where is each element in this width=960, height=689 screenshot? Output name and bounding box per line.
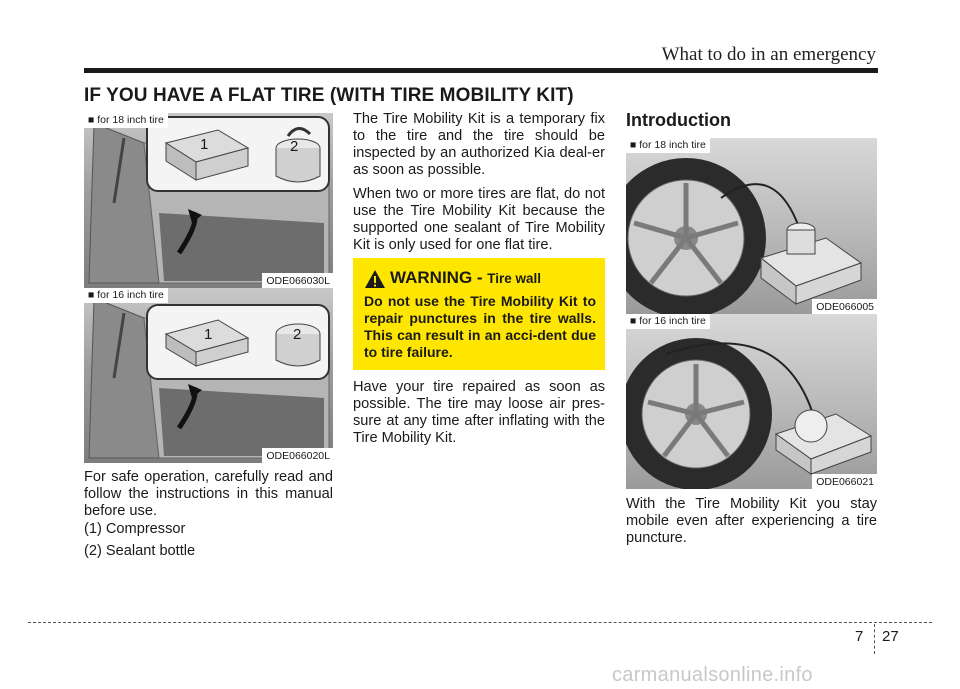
warning-label: WARNING - [390,268,488,287]
chapter-title: What to do in an emergency [661,44,876,65]
list-item-compressor: (1) Compressor [84,521,186,537]
warning-box [353,258,605,370]
inspection-paragraph: The Tire Mobility Kit is a temporary fix to the tire and the tire should be inspected by an authorized Kia deal-er as soon as possible. [353,111,605,178]
watermark: carmanualsonline.info [612,664,813,686]
middle-column-top [353,111,605,261]
figure-code: ODE066030L [262,273,333,288]
compressor-marker: 1 [200,136,209,153]
figure-wheel-18-inch [626,138,877,314]
compressor-marker: 1 [204,326,213,343]
figure-cargo-18-inch [84,113,333,288]
introduction-paragraph [626,496,877,554]
figure-cargo-16-inch [84,288,333,463]
figure-tag: ■ for 16 inch tire [84,288,168,303]
safety-text: For safe operation, carefully read and follow the instructions in this manual before use. [84,469,333,519]
kit-inset-16 [146,304,330,380]
wheel-illustration [626,314,877,489]
wheel-illustration [626,138,877,314]
warning-body: Do not use the Tire Mobility Kit to repair punctures in the tire walls. This can result in an acci-dent due to tire failure. [364,293,596,360]
compressor-and-sealant-icon [148,118,328,190]
page-number-separator [874,624,875,654]
figure-tag: ■ for 18 inch tire [84,113,168,128]
safety-paragraph [84,469,333,527]
warning-heading [390,268,541,288]
figure-tag: ■ for 18 inch tire [626,138,710,153]
footer-rule [28,622,932,623]
figure-code: ODE066005 [812,299,877,314]
sealant-marker: 2 [290,138,299,155]
chapter-number: 7 [855,628,864,645]
figure-code: ODE066020L [262,448,333,463]
header-rule [84,68,878,73]
kit-inset-18 [146,116,330,192]
repair-paragraph [353,379,605,454]
section-title: IF YOU HAVE A FLAT TIRE (WITH TIRE MOBILITY KIT) [84,85,574,106]
figure-tag: ■ for 16 inch tire [626,314,710,329]
multiple-flats-paragraph: When two or more tires are flat, do not use the Tire Mobility Kit because the supported one sealant of Tire Mobility Kit is only used for one flat tire. [353,186,605,253]
figure-code: ODE066021 [812,474,877,489]
introduction-text: With the Tire Mobility Kit you stay mobile even after experiencing a tire puncture. [626,496,877,546]
introduction-title: Introduction [626,110,731,130]
list-item-sealant: (2) Sealant bottle [84,543,196,559]
warning-triangle-icon [364,269,386,289]
warning-subheading: Tire wall [487,271,542,286]
sealant-marker: 2 [293,326,302,343]
page-number: 27 [882,628,899,645]
figure-wheel-16-inch [626,314,877,489]
repair-text: Have your tire repaired as soon as possible. The tire may loose air pres-sure at any time after inflating with the Tire Mobility Kit. [353,379,605,446]
